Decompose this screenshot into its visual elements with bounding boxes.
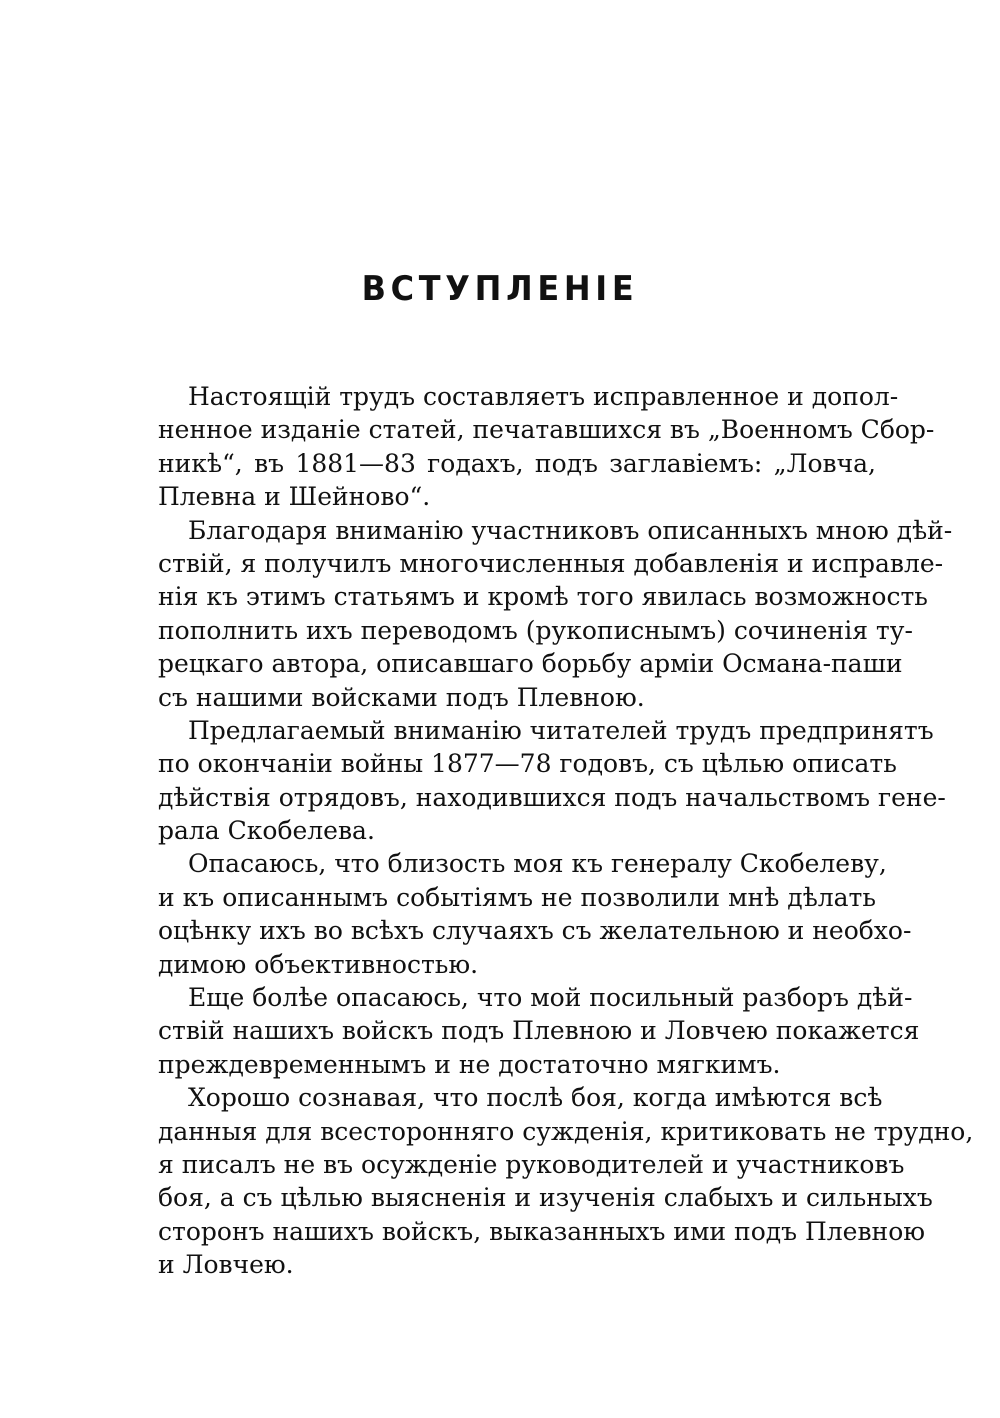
text-line: преждевременнымъ и не достаточно мягкимъ. [158, 1049, 781, 1079]
text-line: нія къ этимъ статьямъ и кромѣ того явилась возможность [158, 582, 928, 612]
text-line: Плевна и Шейново“. [158, 482, 431, 512]
paragraph-1 [158, 380, 935, 514]
page-body [158, 380, 974, 1282]
paragraph-4 [158, 847, 912, 981]
text-line: сторонъ нашихъ войскъ, выказанныхъ ими подъ Плевною [158, 1216, 926, 1246]
text-line: ствій нашихъ войскъ подъ Плевною и Ловчею покажется [158, 1016, 920, 1046]
text-line: дѣйствія отрядовъ, находившихся подъ начальствомъ гене- [158, 782, 946, 812]
text-line: ствій, я получилъ многочисленныя добавленія и исправле- [158, 548, 944, 578]
paragraph-6 [158, 1081, 974, 1281]
text-line: я писалъ не въ осужденіе руководителей и участниковъ [158, 1149, 905, 1179]
text-line: рецкаго автора, описавшаго борьбу арміи Османа-паши [158, 649, 903, 679]
text-line: Настоящій трудъ составляетъ исправленное и допол- [188, 382, 899, 411]
text-line: ненное изданіе статей, печатавшихся въ „Военномъ Сбор- [158, 415, 935, 445]
text-line: рала Скобелева. [158, 816, 375, 846]
page-title: ВСТУПЛЕНІЕ [361, 269, 639, 309]
text-line: пополнить ихъ переводомъ (рукописнымъ) сочиненія ту- [158, 615, 913, 645]
text-line: никѣ“, въ 1881—83 годахъ, подъ заглавіемъ: „Ловча, [158, 448, 876, 478]
paragraph-3 [158, 714, 946, 848]
text-line: съ нашими войсками подъ Плевною. [158, 682, 645, 712]
text-line: Хорошо сознавая, что послѣ боя, когда имѣются всѣ [188, 1083, 883, 1113]
text-line: по окончаніи войны 1877—78 годовъ, съ цѣлью описать [158, 749, 897, 779]
text-line: данныя для всесторонняго сужденія, критиковать не трудно, [158, 1116, 974, 1146]
text-line: оцѣнку ихъ во всѣхъ случаяхъ съ желательною и необхо- [158, 916, 912, 946]
paragraph-2 [158, 514, 953, 714]
text-line: и къ описаннымъ событіямъ не позволили мнѣ дѣлать [158, 882, 876, 912]
text-line: и Ловчею. [158, 1250, 294, 1280]
text-line: Благодаря вниманію участниковъ описанныхъ мною дѣй- [188, 515, 953, 545]
text-line: Предлагаемый вниманію читателей трудъ предпринятъ [188, 715, 934, 745]
text-line: Еще болѣе опасаюсь, что мой посильный разборъ дѣй- [188, 983, 913, 1013]
text-line: боя, а съ цѣлью выясненія и изученія слабыхъ и сильныхъ [158, 1183, 933, 1213]
paragraph-5 [158, 981, 920, 1081]
text-line: Опасаюсь, что близость моя къ генералу Скобелеву, [188, 849, 887, 879]
text-line: димою объективностью. [158, 949, 479, 979]
